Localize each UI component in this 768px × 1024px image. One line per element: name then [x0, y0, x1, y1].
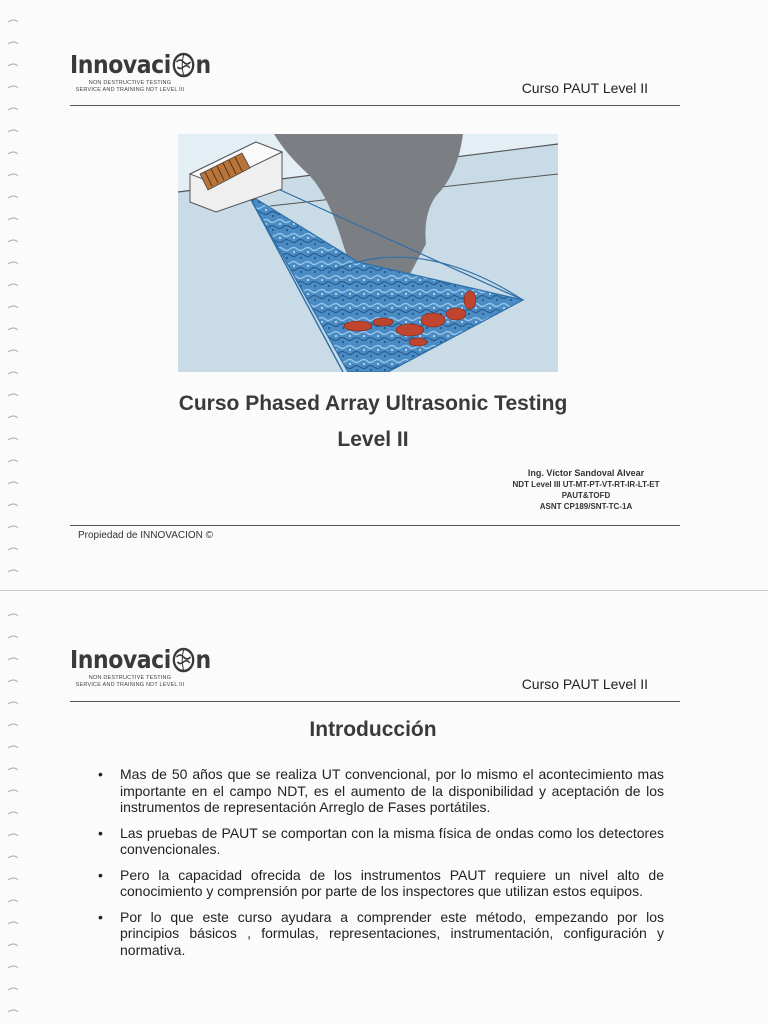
- author-certifications: NDT Level III UT-MT-PT-VT-RT-IR-LT-ET: [512, 480, 660, 489]
- globe-icon: [172, 52, 195, 78]
- slide-separator: [0, 590, 768, 591]
- logo-tagline: [70, 675, 190, 688]
- author-block: [466, 468, 706, 512]
- intro-bullet-list: [94, 766, 664, 967]
- header-rule: [70, 701, 680, 702]
- footer-rule: [70, 525, 680, 526]
- logo-tagline-line2: SERVICE AND TRAINING NDT LEVEL III: [75, 681, 185, 688]
- logo-tagline-line1: NON DESTRUCTIVE TESTING: [88, 80, 172, 86]
- course-tag: Curso PAUT Level II: [521, 80, 648, 96]
- list-item: • Mas de 50 años que se realiza UT convencional, por lo mismo el acontecimiento mas importante en el campo NDT, es el aumento de la disponibilidad y aceptación de los instrumentos de representación Arreglo de Fases portátiles.: [94, 766, 664, 816]
- binding-holes: [0, 0, 26, 1024]
- logo-text-end: n: [195, 50, 211, 79]
- logo-tagline-line2: SERVICE AND TRAINING NDT LEVEL III: [75, 86, 185, 93]
- logo-tagline-line1: NON DESTRUCTIVE TESTING: [88, 675, 172, 681]
- list-item: • Pero la capacidad ofrecida de los instrumentos PAUT requiere un nivel alto de conocimiento y comprensión por parte de los inspectores que utilizan estos equipos.: [94, 867, 664, 900]
- logo-text-end: n: [195, 645, 211, 674]
- copyright-note: Propiedad de INNOVACION ©: [78, 530, 214, 541]
- logo-text-start: Innovaci: [70, 50, 171, 79]
- logo-wordmark: [70, 645, 211, 675]
- slide-title: [26, 0, 768, 590]
- author-name: Ing. Víctor Sandoval Alvear: [527, 468, 645, 478]
- slide-introduction: [26, 594, 768, 1024]
- logo-text-start: Innovaci: [70, 645, 171, 674]
- header-rule: [70, 105, 680, 106]
- logo-wordmark: [70, 50, 211, 80]
- list-item: • Las pruebas de PAUT se comportan con la misma física de ondas como los detectores convencionales.: [94, 825, 664, 858]
- list-item: • Por lo que este curso ayudara a comprender este método, empezando por los principios básicos , formulas, representaciones, instrumentación, configuración y normativa.: [94, 909, 664, 959]
- author-specialties: PAUT&TOFD: [561, 491, 611, 500]
- paut-scan-illustration: [178, 134, 558, 372]
- company-logo: [70, 645, 230, 688]
- course-level: Level II: [337, 428, 409, 451]
- course-tag: Curso PAUT Level II: [521, 676, 648, 692]
- author-standard: ASNT CP189/SNT-TC-1A: [539, 502, 633, 511]
- company-logo: [70, 50, 230, 93]
- logo-tagline: [70, 80, 190, 93]
- globe-icon: [172, 647, 195, 673]
- section-heading: Introducción: [309, 718, 437, 741]
- course-title: Curso Phased Array Ultrasonic Testing: [178, 392, 568, 415]
